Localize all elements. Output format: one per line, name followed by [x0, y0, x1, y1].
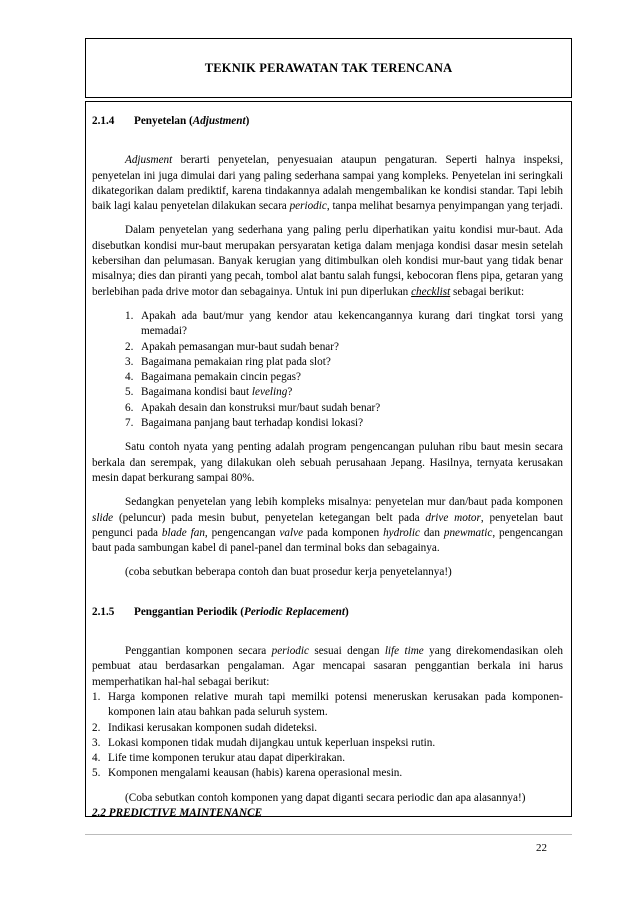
page-title: TEKNIK PERAWATAN TAK TERENCANA — [204, 60, 453, 75]
section-215-heading: 2.1.5 Penggantian Periodik (Periodic Replacement) — [92, 605, 563, 620]
list-item: 4. Life time komponen terukur atau dapat diperkirakan. — [92, 752, 346, 765]
list-item: 5. Bagaimana kondisi baut leveling? — [125, 386, 293, 399]
list-item: 1. Harga komponen relative murah tapi memilki potensi meneruskan kerusakan pada komponen-komponen lain atau bahkan pada seluruh system. — [92, 690, 563, 719]
paragraph-complex-adjustment: Sedangkan penyetelan yang lebih kompleks misalnya: penyetelan mur dan/baut pada komponen slide (peluncur) pada mesin bubut, penyetelan ketegangan belt pada drive motor, penyetelan baut pengunci pada blade fan, pengencangan valve pada komponen hydrolic dan pnewmatic, pengencangan baut pada sambungan kabel di panel-panel dan terminal boks dan sebagainya. — [92, 496, 564, 555]
checklist — [92, 309, 563, 431]
content-frame — [85, 101, 572, 817]
list-item: 5. Komponen mengalami keausan (habis) karena operasional mesin. — [92, 767, 403, 780]
page-number: 22 — [536, 842, 547, 854]
list-item: 2. Apakah pemasangan mur-baut sudah benar? — [125, 340, 339, 353]
section-214-heading: 2.1.4 Penyetelan (Adjustment) — [92, 114, 563, 129]
list-item: 4. Bagaimana pemakain cincin pegas? — [125, 371, 301, 384]
list-item: 3. Bagaimana pemakaian ring plat pada slot? — [125, 355, 331, 368]
list-item: 1. Apakah ada baut/mur yang kendor atau kekencangannya kurang dari tingkat torsi yang memadai? — [125, 309, 563, 338]
replacement-criteria-list — [92, 690, 563, 782]
section-number: 2.1.4 — [92, 115, 115, 127]
list-item: 2. Indikasi kerusakan komponen sudah dideteksi. — [92, 721, 318, 734]
paragraph-periodic-intro: Penggantian komponen secara periodic sesuai dengan life time yang direkomendasikan oleh pembuat atau berdasarkan pengalaman. Agar mencapai sasaran penggantian berkala ini harus memperhatikan hal-hal sebagai berikut: — [92, 645, 563, 688]
exercise-note: (Coba sebutkan contoh komponen yang dapat diganti secara periodic dan apa alasannya!) — [125, 791, 526, 804]
paragraph-adjustment-intro: Adjusment berarti penyetelan, penyesuaian ataupun pengaturan. Seperti halnya inspeksi, penyetelan ini juga dimulai dari yang paling sederhana sampai yang kompleks. Penyetelan ini seringkali dikategorikan dalam prediktif, karena tindakannya adalah mengembalikan ke kondisi standar. Tapi lebih baik lagi kalau penyetelan dilakukan secara periodic, tanpa melihat besarnya penyimpangan yang terjadi. — [92, 154, 563, 213]
list-item: 3. Lokasi komponen tidak mudah dijangkau untuk keperluan inspeksi rutin. — [92, 736, 436, 749]
page-header — [85, 38, 572, 98]
exercise-note: (coba sebutkan beberapa contoh dan buat prosedur kerja penyetelannya!) — [125, 566, 452, 579]
list-item: 7. Bagaimana panjang baut terhadap kondisi lokasi? — [125, 417, 364, 430]
paragraph-mur-baut: Dalam penyetelan yang sederhana yang paling perlu diperhatikan yaitu kondisi mur-baut. Ada disebutkan kondisi mur-baut merupakan persyaratan ketiga dalam menjaga kondisi dasar mesin setelah kebersihan dan pelumasan. Banyak kerugian yang ditimbulkan oleh kondisi mur-baut yang tidak benar misalnya; dies dan piranti yang pecah, tombol alat bantu salah fungsi, kebocoran flens pipa, getaran yang berlebihan pada drive motor dan sebagainya. Untuk ini pun diperlukan checklist sebagai berikut: — [92, 224, 563, 298]
section-number: 2.1.5 — [92, 605, 115, 618]
list-item: 6. Apakah desain dan konstruksi mur/baut sudah benar? — [125, 401, 381, 414]
paragraph-example: Satu contoh nyata yang penting adalah program pengencangan puluhan ribu baut mesin secara berkala dan serempak, yang dilakukan oleh sebuah perusahaan Jepang. Hasilnya, ternyata kerusakan mesin dapat berkurang sampai 80%. — [92, 441, 563, 484]
footer-divider — [85, 834, 572, 835]
section-22-heading: 2.2 PREDICTIVE MAINTENANCE — [92, 806, 263, 819]
